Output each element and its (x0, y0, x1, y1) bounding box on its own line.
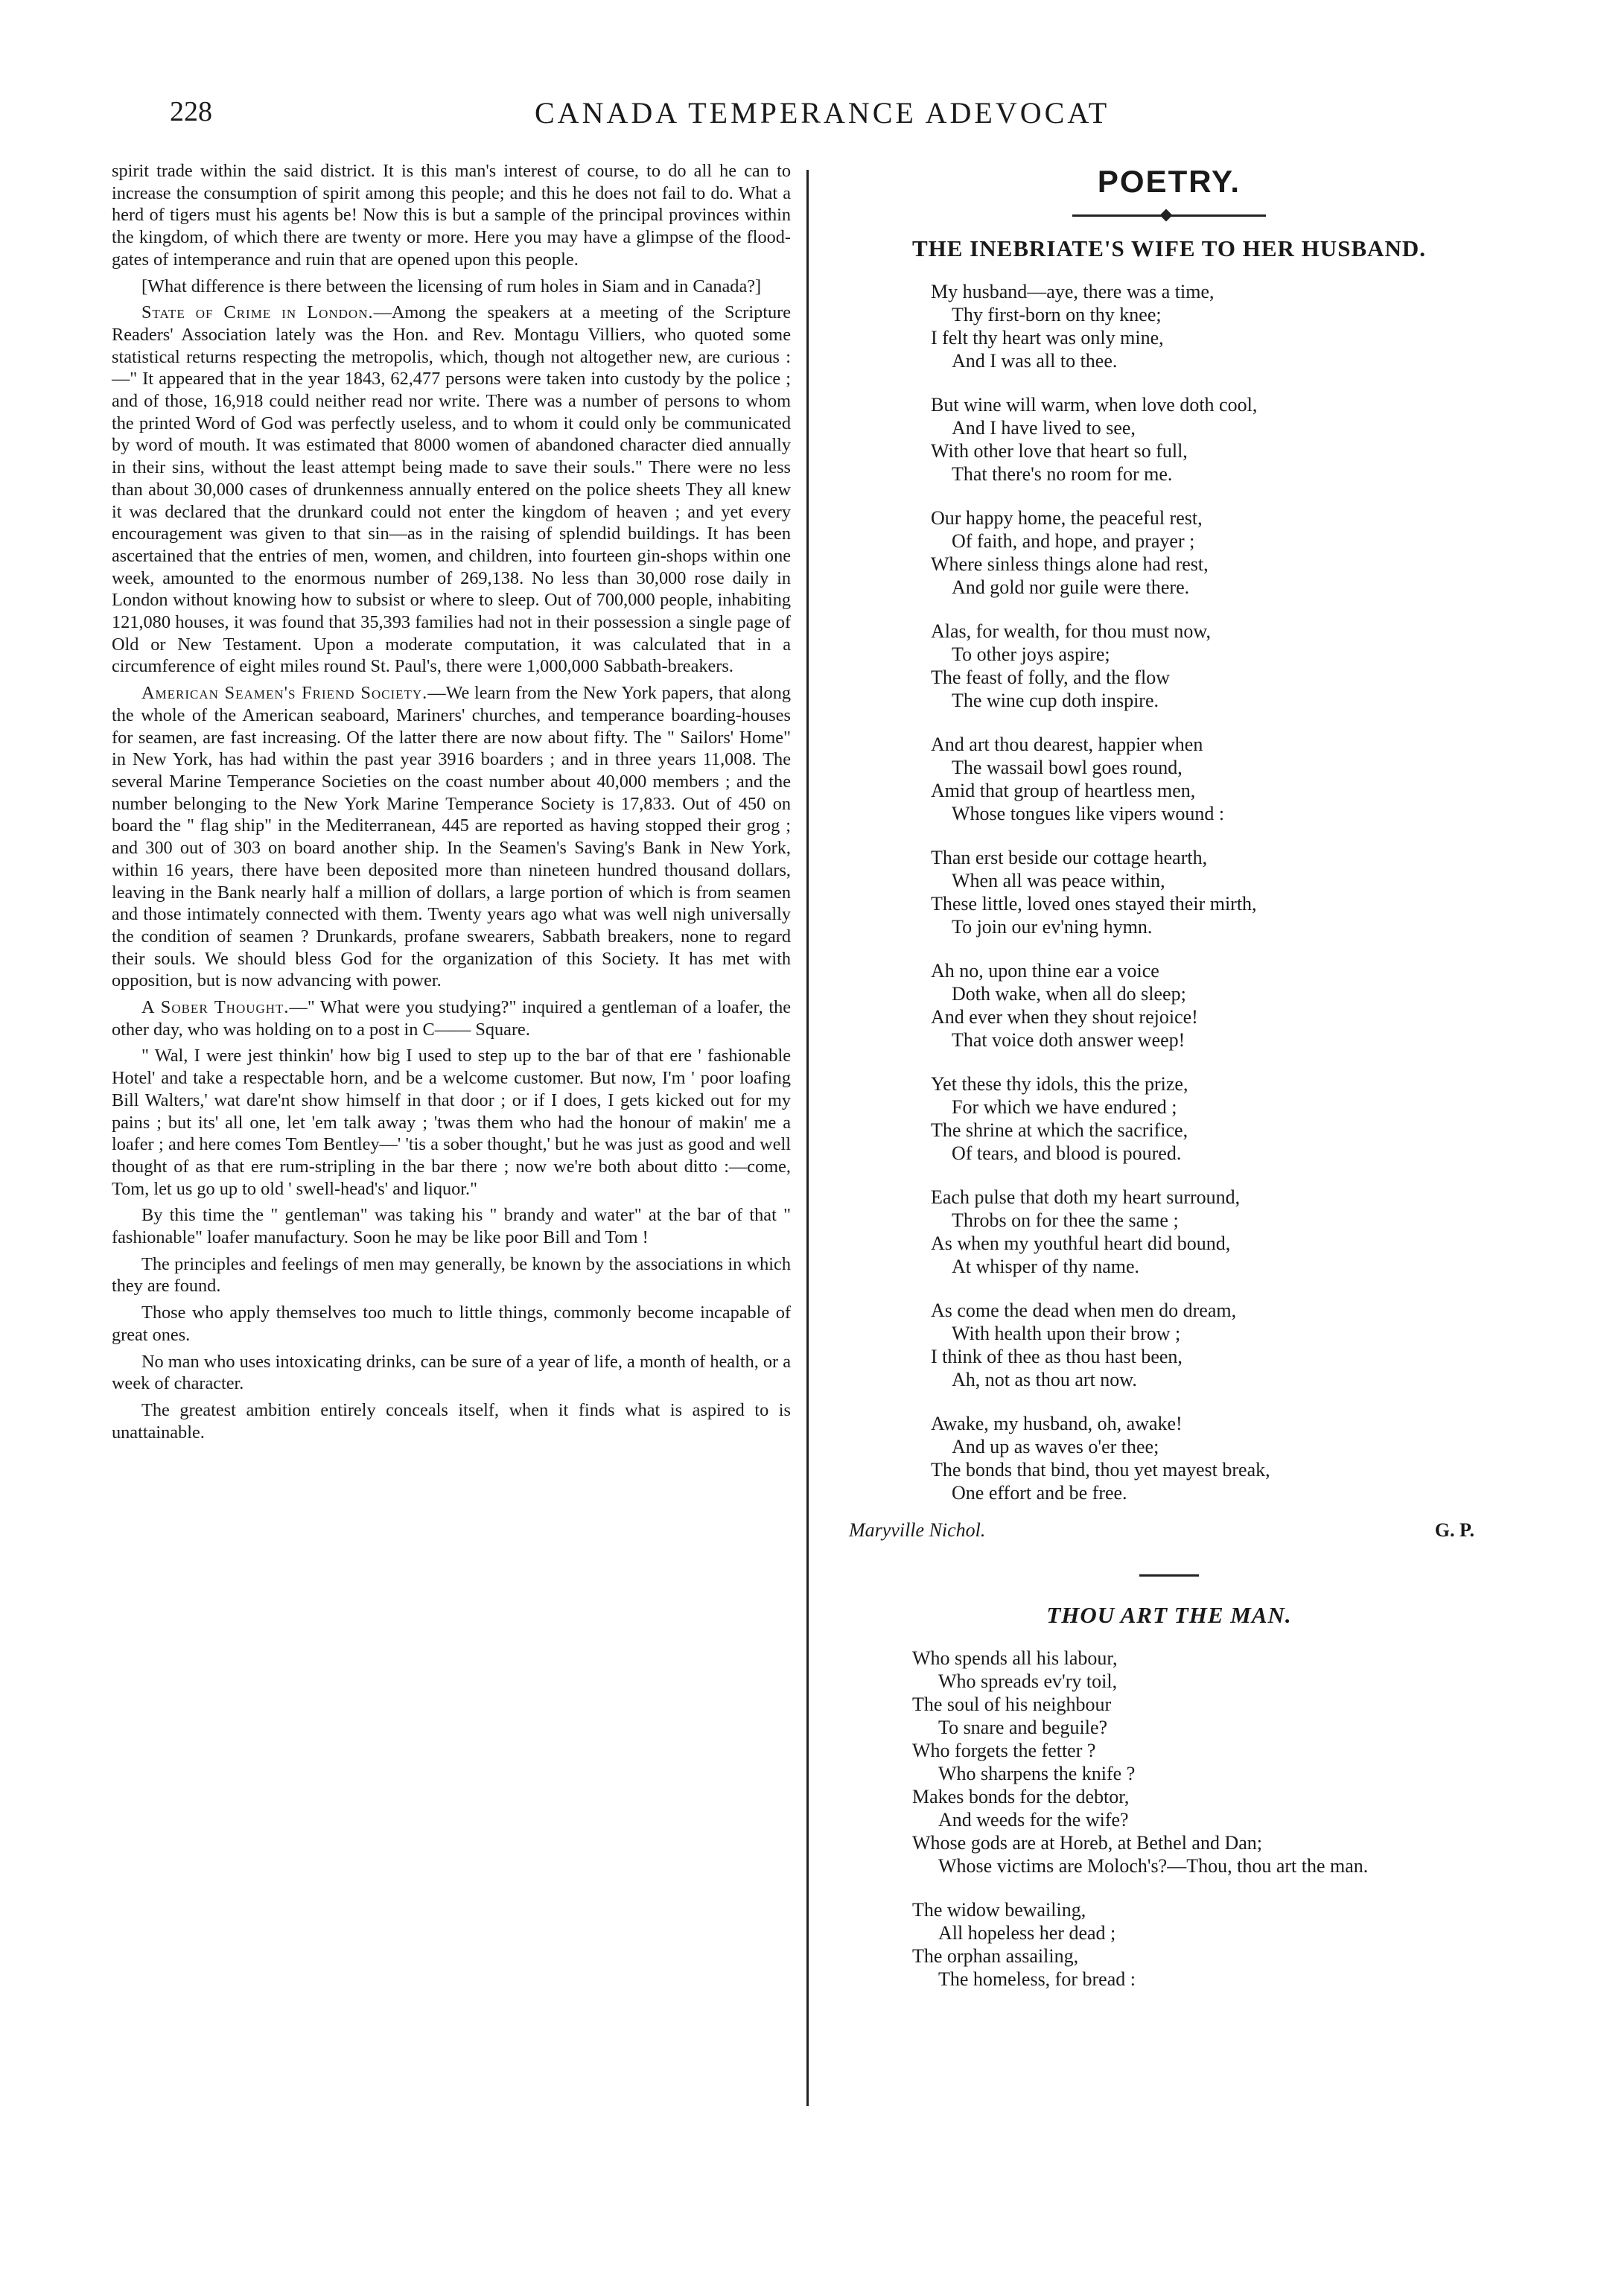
ornament-rule (1072, 214, 1266, 217)
poem-line: The shrine at which the sacrifice, (931, 1119, 1188, 1141)
page-number: 228 (170, 96, 212, 127)
article-body: —Among the speakers at a meeting of the Scripture Readers' Association lately was the Hon. and Rev. Montagu Villiers, who quoted some statistical returns respecting the metropolis, which, though not altogether new, are curious :—" It appeared that in the year 1843, 62,477 persons were taken into custody by the police ; and of those, 16,918 could neither read nor write. There was a number of persons to whom the printed Word of God was perfectly useless, and to whom it could only be communicated by word of mouth. It was estimated that 8000 women of abandoned character died annually in their sins, without the least attempt being made to save their souls." There were no less than about 30,000 cases of drunkenness annually entered on the police sheets They all knew it was declared that the drunkard could not enter the kingdom of heaven ; and yet every encouragement was given to that sin—as in the raising of splendid buildings. It has been ascertained that the entries of men, women, and children, into fourteen gin-shops within one week, amounted to the enormous number of 269,138. No less than 30,000 rose daily in London without knowing how to subsist or where to sleep. Out of 700,000 people, inhabiting 121,080 houses, it was found that 35,393 families had not in their possession a single page of Old or New Testament. Upon a moderate computation, it was calculated that in a circumference of eight miles round St. Paul's, there were 1,000,000 Sabbath-breakers. (112, 302, 792, 677)
poem-line: Throbs on for thee the same ; (952, 1209, 1179, 1231)
section-title: POETRY. (1097, 164, 1241, 199)
poem-line: To join our ev'ning hymn. (952, 916, 1153, 938)
article-heading: State of Crime in London. (141, 302, 374, 323)
poem-line: When all was peace within, (952, 870, 1165, 891)
poem-line: My husband—aye, there was a time, (931, 281, 1215, 302)
poem-line: Awake, my husband, oh, awake! (931, 1413, 1183, 1434)
article-body: —We learn from the New York papers, that along the whole of the American seaboard, Mariners' churches, and temperance boarding-houses for seamen, are fast increasing. Of the latter there are now about fifty. The " Sailors' Home" in New York, has had within the past year 3916 boarders ; and in three years 11,008. The several Marine Temperance Societies on the coast number about 40,000 members ; and the number belonging to the New York Marine Temperance Society is 17,833. Out of 450 on board the " flag ship" in the Mediterranean, 445 are reported as having stopped their grog ; and 300 out of 303 on board another ship. In the Seamen's Saving's Bank in New York, within 16 years, there have been deposited more than nineteen hundred thousand dollars, leaving in the Bank nearly half a million of dollars, a large portion of which is from seamen and those intimately connected with them. Twenty years ago what was well nigh universally the condition of seamen ? Drunkards, profane swearers, Sabbath breakers, none to regard their souls. We should bless God for the organization of this Society. It has met with opposition, but is now advancing with power. (112, 683, 791, 991)
poem-line: The homeless, for bread : (938, 1968, 1136, 1990)
article-body: —" What were you studying?" inquired a gentleman of a loafer, the other day, who was holding on to a post in C—— Square. (112, 997, 792, 1040)
running-head (170, 95, 1495, 133)
article-paragraph: By this time the " gentleman" was taking his " brandy and water" at the bar of that " fashionable" loafer manufactury. Soon he may be like poor Bill and Tom ! (112, 1205, 791, 1248)
poem-line: With other love that heart so full, (931, 440, 1188, 462)
poem-inebriates-wife (849, 235, 1489, 1542)
poem-line: Who spends all his labour, (912, 1647, 1118, 1669)
article-heading: A Sober Thought. (141, 997, 290, 1018)
poem-line: The feast of folly, and the flow (931, 667, 1171, 688)
poem-line: The soul of his neighbour (912, 1694, 1112, 1715)
poem-line: At whisper of thy name. (952, 1256, 1140, 1277)
poem-line: And I was all to thee. (952, 350, 1118, 372)
poem-line: To snare and beguile? (938, 1717, 1108, 1738)
poem-line: Of tears, and blood is poured. (952, 1142, 1182, 1164)
poem-line: The bonds that bind, thou yet mayest break, (931, 1459, 1270, 1481)
left-column (112, 160, 791, 2111)
poem-line: Ah, not as thou art now. (952, 1369, 1137, 1390)
poem-line: As when my youthful heart did bound, (931, 1233, 1231, 1254)
poem-line: And I have lived to see, (952, 417, 1136, 439)
poem-title: THOU ART THE MAN. (1046, 1602, 1292, 1628)
poem-line: Who sharpens the knife ? (938, 1763, 1136, 1784)
stanza (931, 506, 1489, 599)
poem-signature (849, 1519, 1489, 1542)
poem-line: Our happy home, the peaceful rest, (931, 507, 1203, 529)
stanza (931, 280, 1489, 372)
divider-rule (1139, 1574, 1199, 1577)
poem-line: Who forgets the fetter ? (912, 1740, 1096, 1761)
poem-line: Thy first-born on thy knee; (952, 304, 1162, 325)
maxim: No man who uses intoxicating drinks, can be sure of a year of life, a month of health, or a week of character. (112, 1351, 791, 1394)
poem-line: Amid that group of heartless men, (931, 780, 1196, 801)
poem-line: The wine cup doth inspire. (952, 690, 1159, 711)
signature-initials: G. P. (1434, 1519, 1474, 1541)
poem-line: Whose gods are at Horeb, at Bethel and Dan; (912, 1832, 1263, 1854)
poem-line: Who spreads ev'ry toil, (938, 1670, 1118, 1692)
stanza (912, 1898, 1489, 1991)
stanza (931, 1412, 1489, 1504)
poem-line: Each pulse that doth my heart surround, (931, 1186, 1241, 1208)
signature-place: Maryville Nichol. (849, 1519, 986, 1541)
poem-line: To other joys aspire; (952, 643, 1110, 665)
editorial-note: [What difference is there between the licensing of rum holes in Siam and in Canada?] (141, 276, 762, 296)
poem-line: And weeds for the wife? (938, 1809, 1129, 1831)
poem-stanzas (849, 1647, 1489, 1991)
poem-line: Alas, for wealth, for thou must now, (931, 620, 1211, 642)
poem-line: The widow bewailing, (912, 1899, 1086, 1921)
poem-line: Makes bonds for the debtor, (912, 1786, 1130, 1807)
right-column (849, 160, 1489, 2111)
stanza (931, 846, 1489, 938)
stanza (912, 1647, 1489, 1877)
poem-line: Where sinless things alone had rest, (931, 553, 1209, 575)
maxim: The principles and feelings of men may generally, be known by the associations in which they are found. (112, 1253, 791, 1297)
poem-line: I felt thy heart was only mine, (931, 327, 1164, 349)
journal-title: CANADA TEMPERANCE ADEVOCAT (535, 96, 1110, 130)
article-state-of-crime (112, 302, 791, 678)
poem-line: Ah no, upon thine ear a voice (931, 960, 1159, 982)
poem-line: But wine will warm, when love doth cool, (931, 394, 1258, 416)
article-heading: American Seamen's Friend Society. (141, 683, 428, 704)
poem-line: Than erst beside our cottage hearth, (931, 847, 1208, 868)
poem-line: And art thou dearest, happier when (931, 734, 1203, 755)
poem-line: And up as waves o'er thee; (952, 1436, 1159, 1457)
poem-line: I think of thee as thou hast been, (931, 1346, 1183, 1367)
article-continuation: spirit trade within the said district. It is this man's interest of course, to do all he can to increase the consumption of spirit among this people; and this he does not fail to do. What a herd of tigers must his agents be! Now this is but a sample of the principal provinces within the kingdom, of which there are twenty or more. Here you may have a glimpse of the flood-gates of intemperance and ruin that are opened upon this people. (112, 161, 791, 270)
poem-thou-art-the-man (849, 1602, 1489, 1991)
maxim: Those who apply themselves too much to little things, commonly become incapable of great ones. (112, 1303, 791, 1345)
poem-line: All hopeless her dead ; (938, 1922, 1116, 1944)
stanza (931, 959, 1489, 1052)
column-rule (806, 170, 809, 2106)
stanza (931, 1299, 1489, 1391)
article-sober-thought (112, 996, 791, 1040)
poem-line: Whose victims are Moloch's?—Thou, thou art the man. (938, 1855, 1369, 1877)
stanza (931, 1072, 1489, 1165)
poem-stanzas (849, 280, 1489, 1504)
poem-line: Yet these thy idols, this the prize, (931, 1073, 1188, 1095)
poem-line: Of faith, and hope, and prayer ; (952, 530, 1195, 552)
stanza (931, 733, 1489, 825)
article-seamens-friend-society (112, 682, 791, 992)
article-paragraph: " Wal, I were jest thinkin' how big I used to step up to the bar of that ere ' fashionable Hotel' and take a respectable horn, and be a welcome customer. But now, I'm ' poor loafing Bill Walters,' wat dare'nt show himself in that door ; or if I does, I gets kicked out for my pains ; but its' all one, let 'em talk away ; 'twas them who had the honour of makin' me a loafer ; and here comes Tom Bentley—' 'tis a sober thought,' but he was just as good and well thought of as that ere rum-stripling in the bar there ; now we're both about ditto :—come, Tom, let us go up to old ' swell-head's' and liquor." (112, 1046, 791, 1199)
poem-line: With health upon their brow ; (952, 1323, 1181, 1344)
poem-title: THE INEBRIATE'S WIFE TO HER HUSBAND. (911, 235, 1427, 261)
poem-line: These little, loved ones stayed their mirth, (931, 893, 1257, 915)
poem-line: Doth wake, when all do sleep; (952, 983, 1186, 1005)
poem-line: As come the dead when men do dream, (931, 1300, 1237, 1321)
stanza (931, 620, 1489, 712)
poem-line: That voice doth answer weep! (952, 1029, 1185, 1051)
stanza (931, 393, 1489, 486)
poem-line: That there's no room for me. (952, 463, 1173, 485)
poem-line: Whose tongues like vipers wound : (952, 803, 1225, 824)
poem-line: The orphan assailing, (912, 1945, 1079, 1967)
poem-line: For which we have endured ; (952, 1096, 1177, 1118)
stanza (931, 1186, 1489, 1278)
poem-line: And gold nor guile were there. (952, 576, 1190, 598)
poem-line: The wassail bowl goes round, (952, 757, 1183, 778)
poem-line: One effort and be free. (952, 1482, 1127, 1504)
maxim: The greatest ambition entirely conceals itself, when it finds what is aspired to is unattainable. (112, 1399, 791, 1443)
poem-line: And ever when they shout rejoice! (931, 1006, 1198, 1028)
